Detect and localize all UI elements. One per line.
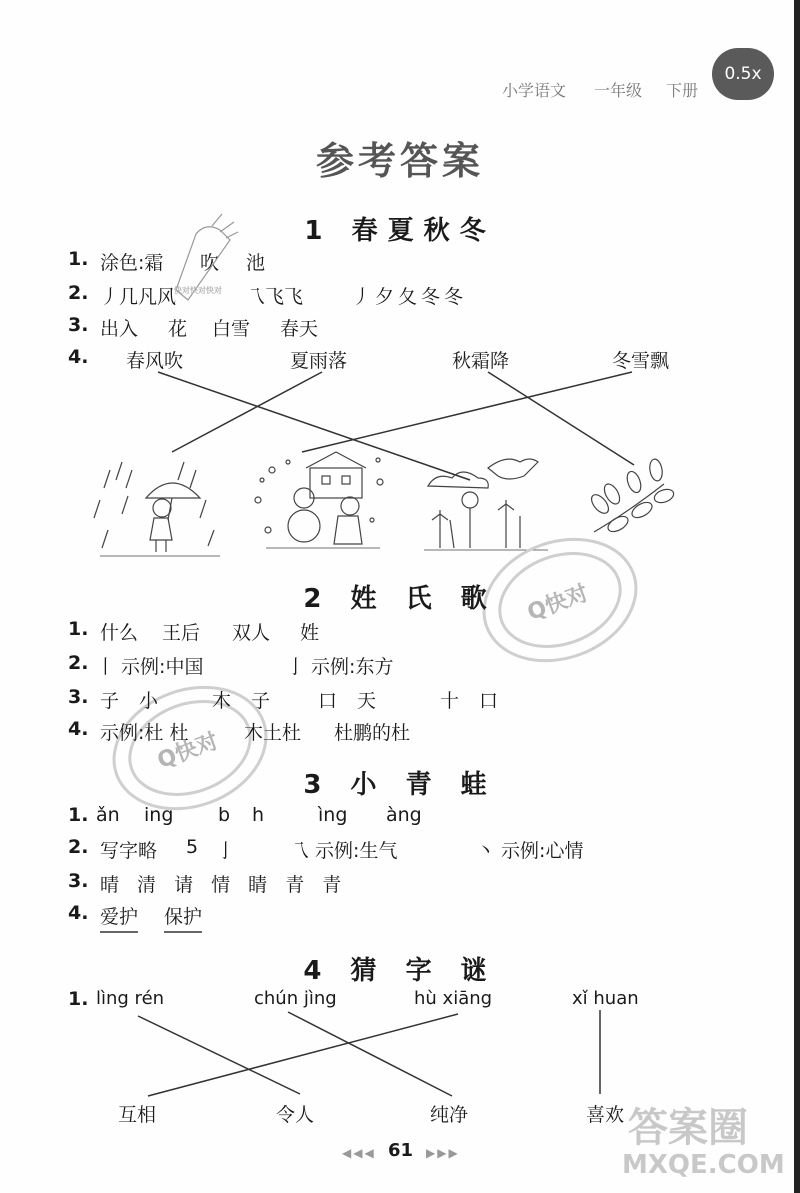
s3-q2-a: 写字略: [100, 840, 158, 862]
pinyin-item: lìng rén: [96, 988, 165, 1009]
s3-q1-item: àng: [386, 804, 422, 826]
pinyin-item: chún jìng: [254, 988, 337, 1009]
s2-q3-item: 口 天: [318, 690, 377, 712]
leafy-branch-picture: [588, 458, 675, 535]
s2-q4-c: 杜鹏的杜: [334, 722, 411, 744]
s2-q3-item: 子 小: [100, 690, 159, 712]
s2-q2-a: 丨 示例:中国: [96, 656, 204, 678]
watermark-small-text: 快对快对快对: [174, 286, 222, 295]
question-number: 2.: [68, 282, 89, 304]
s1-q1-c: 池: [246, 252, 266, 274]
word-item: 喜欢: [586, 1104, 625, 1126]
s1-q1-b: 吹: [200, 252, 220, 274]
watermark-stamp-text-2: Q快对: [154, 728, 222, 774]
s1-q3-c: 白雪: [212, 318, 251, 340]
question-number: 1.: [68, 988, 89, 1010]
s2-q1-item: 什么: [100, 622, 139, 644]
section-2-title: 2 姓 氏 歌: [303, 584, 497, 614]
zoom-level-button[interactable]: 0.5x: [712, 48, 774, 100]
season-label-winter: 冬雪飘: [612, 350, 670, 372]
question-number: 2.: [68, 652, 89, 674]
prev-page-arrows[interactable]: ◀◀◀: [342, 1146, 376, 1160]
s2-q3-item: 木 子: [212, 690, 271, 712]
question-number: 1.: [68, 618, 89, 640]
header-grade: 一年级: [594, 81, 643, 100]
s3-q1-item: b: [218, 804, 231, 826]
s1-q3-b: 花: [168, 318, 188, 340]
s2-q2-b: 亅 示例:东方: [286, 656, 394, 678]
section-1-title: 1 春夏秋冬: [304, 216, 496, 246]
season-label-summer: 夏雨落: [290, 350, 348, 372]
s1-q2-b: 乁飞飞: [246, 286, 304, 308]
s3-q2-c: 亅: [216, 840, 236, 862]
pinyin-item: hù xiāng: [414, 988, 493, 1009]
question-number: 3.: [68, 686, 89, 708]
match-line-winter: [302, 372, 632, 452]
watermark-stamp-text: Q快对: [524, 580, 592, 626]
question-number: 1.: [68, 248, 89, 270]
s3-q4-a: 爱护: [100, 902, 138, 933]
s1-q2-a: 丿几凡风: [100, 286, 177, 308]
s2-q4-b: 木土杜: [244, 722, 302, 744]
s3-q2-e: 丶 示例:心情: [476, 840, 584, 862]
match-line-huxiang: [148, 1014, 458, 1096]
s3-q1-item: ìng: [318, 804, 348, 826]
section-3-title: 3 小 青 蛙: [303, 770, 497, 800]
question-number: 2.: [68, 836, 89, 858]
season-label-spring: 春风吹: [126, 350, 184, 372]
site-watermark: MXQE.COM: [622, 1150, 785, 1180]
section-4-title: 4 猜 字 谜: [303, 956, 497, 986]
rain-girl-picture: [94, 462, 220, 556]
question-number: 4.: [68, 902, 89, 924]
question-number: 3.: [68, 870, 89, 892]
pinyin-item: xǐ huan: [572, 988, 639, 1009]
autumn-field-picture: [424, 459, 548, 550]
question-number: 3.: [68, 314, 89, 336]
pinyin-word-match-lines: [138, 1010, 600, 1096]
question-number: 4.: [68, 718, 89, 740]
s3-q2-d: 乁 示例:生气: [290, 840, 398, 862]
s2-q1-item: 王后: [162, 622, 201, 644]
s2-q4-a: 示例:杜 杜: [100, 722, 189, 744]
s3-q1-item: ǎn: [96, 804, 120, 826]
s2-q1-item: 姓: [300, 622, 320, 644]
match-line-autumn: [488, 372, 634, 465]
page-edge-shadow: [794, 0, 800, 1193]
season-label-autumn: 秋霜降: [452, 350, 510, 372]
word-item: 令人: [276, 1104, 315, 1126]
s2-q3-item: 十 口: [440, 690, 499, 712]
word-item: 互相: [118, 1104, 157, 1126]
snowman-picture: [255, 452, 383, 548]
s1-q2-c: 丿夕夂冬冬: [352, 286, 468, 308]
s3-q2-b: 5: [186, 836, 199, 858]
s3-q1-item: h: [252, 804, 265, 826]
s1-q3-a: 出入: [100, 318, 139, 340]
header-subject: 小学语文: [502, 81, 567, 100]
page-number: 61: [388, 1140, 414, 1161]
s3-q4-b: 保护: [164, 902, 202, 933]
brand-watermark: 答案圈: [628, 1105, 748, 1151]
header-volume: 下册: [666, 81, 699, 100]
match-line-chunjing: [288, 1012, 452, 1096]
s3-q3-text: 晴 清 请 情 睛 青 青: [100, 874, 342, 896]
match-line-lingren: [138, 1016, 300, 1094]
question-number: 4.: [68, 346, 89, 368]
s1-q3-d: 春天: [280, 318, 319, 340]
question-number: 1.: [68, 804, 89, 826]
s1-q1-a: 涂色:霜: [100, 252, 164, 274]
word-item: 纯净: [430, 1104, 469, 1126]
next-page-arrows[interactable]: ▶▶▶: [426, 1146, 460, 1160]
s2-q1-item: 双人: [232, 622, 271, 644]
s3-q1-item: ing: [144, 804, 174, 826]
page-title: 参考答案: [315, 139, 484, 183]
